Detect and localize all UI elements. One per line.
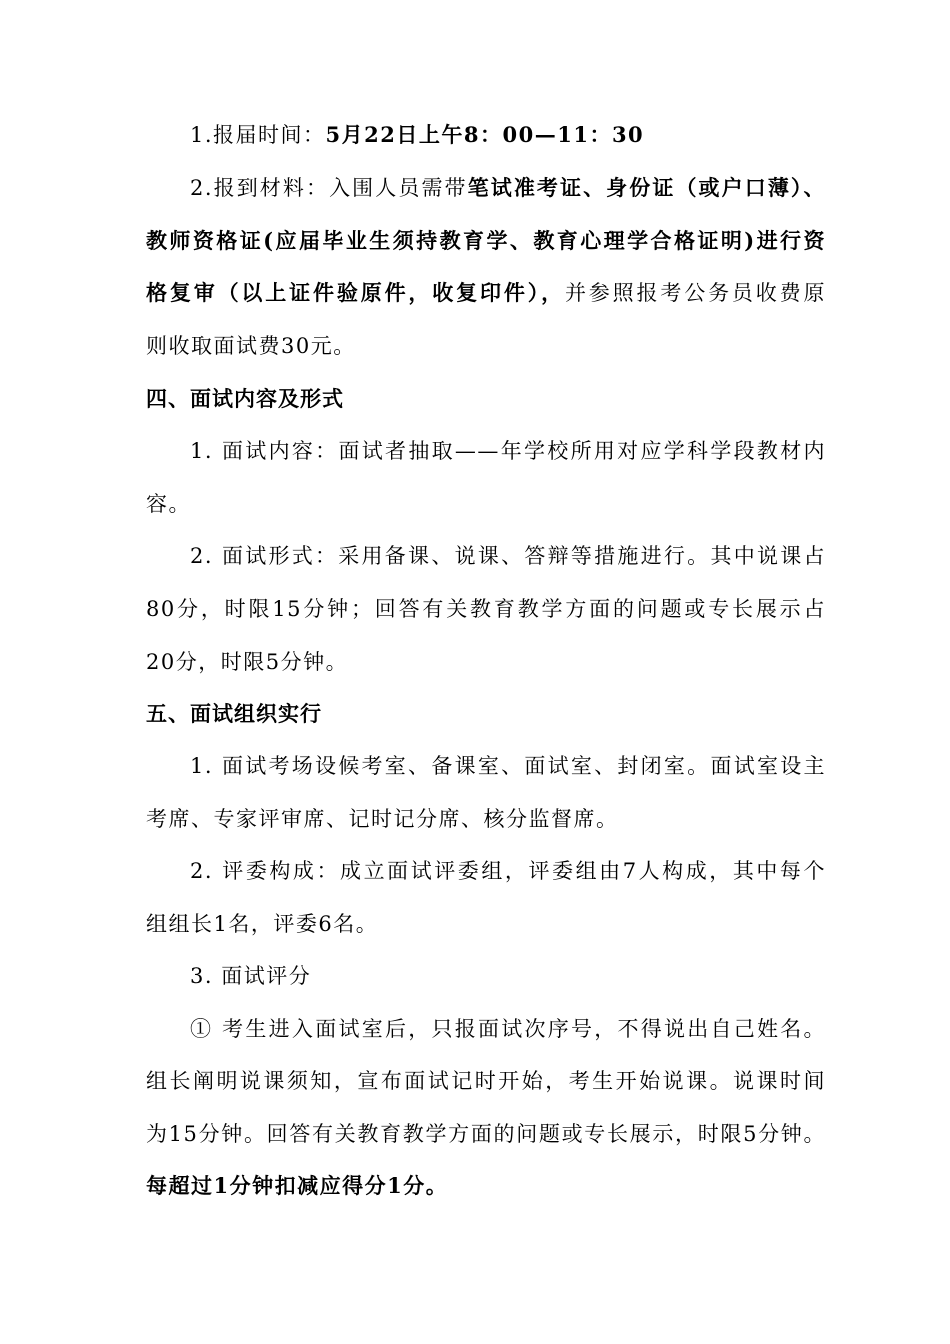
- registration-time-label: 1.报届时间：: [190, 123, 326, 147]
- materials-line-4: 则收取面试费30元。: [146, 334, 356, 358]
- interview-format-line-3: 20分，时限5分钟。: [146, 650, 349, 674]
- scoring-rule-line-1: ① 考生进入面试室后，只报面试次序号，不得说出自己姓名。: [190, 1017, 826, 1041]
- scoring-rule-line-3: 为15分钟。回答有关教育教学方面的问题或专长展示，时限5分钟。: [146, 1122, 826, 1146]
- exam-rooms-line-1: 1. 面试考场设候考室、备课室、面试室、封闭室。面试室设主: [190, 754, 826, 778]
- materials-documents: 笔试准考证、身份证（或户口薄）、: [467, 175, 827, 200]
- materials-line-2: 教师资格证(应届毕业生须持教育学、教育心理学合格证明)进行资: [146, 228, 826, 253]
- scoring-rule-line-4: 每超过1分钟扣减应得分1分。: [146, 1173, 449, 1198]
- section-4-heading: 四、面试内容及形式: [146, 386, 344, 411]
- interview-format-line-1: 2. 面试形式：采用备课、说课、答辩等措施进行。其中说课占: [190, 544, 826, 568]
- materials-line-3: [146, 278, 826, 308]
- exam-rooms-line-2: 考席、专家评审席、记时记分席、核分监督席。: [146, 807, 619, 831]
- materials-line-1: [190, 173, 826, 203]
- judges-line-1: 2. 评委构成：成立面试评委组，评委组由7人构成，其中每个: [190, 859, 826, 883]
- registration-time-value: 5月22日上午8：00—11：30: [325, 122, 645, 147]
- judges-line-2: 组组长1名，评委6名。: [146, 912, 379, 936]
- interview-format-line-2: 80分，时限15分钟；回答有关教育教学方面的问题或专长展示占: [146, 597, 826, 621]
- materials-fee-rule: 并参照报考公务员收费原: [564, 281, 827, 305]
- materials-review-note: 格复审（以上证件验原件，收复印件），: [146, 280, 565, 305]
- scoring-rule-line-2: 组长阐明说课须知，宣布面试记时开始，考生开始说课。说课时间: [146, 1069, 826, 1093]
- interview-content-line-2: 容。: [146, 492, 191, 516]
- scoring-title: 3. 面试评分: [190, 964, 312, 988]
- materials-label: 2.报到材料：入围人员需带: [190, 176, 468, 200]
- section-5-heading: 五、面试组织实行: [146, 701, 322, 726]
- interview-content-line-1: 1. 面试内容：面试者抽取——年学校所用对应学科学段教材内: [190, 439, 826, 463]
- registration-time-line: [190, 120, 826, 150]
